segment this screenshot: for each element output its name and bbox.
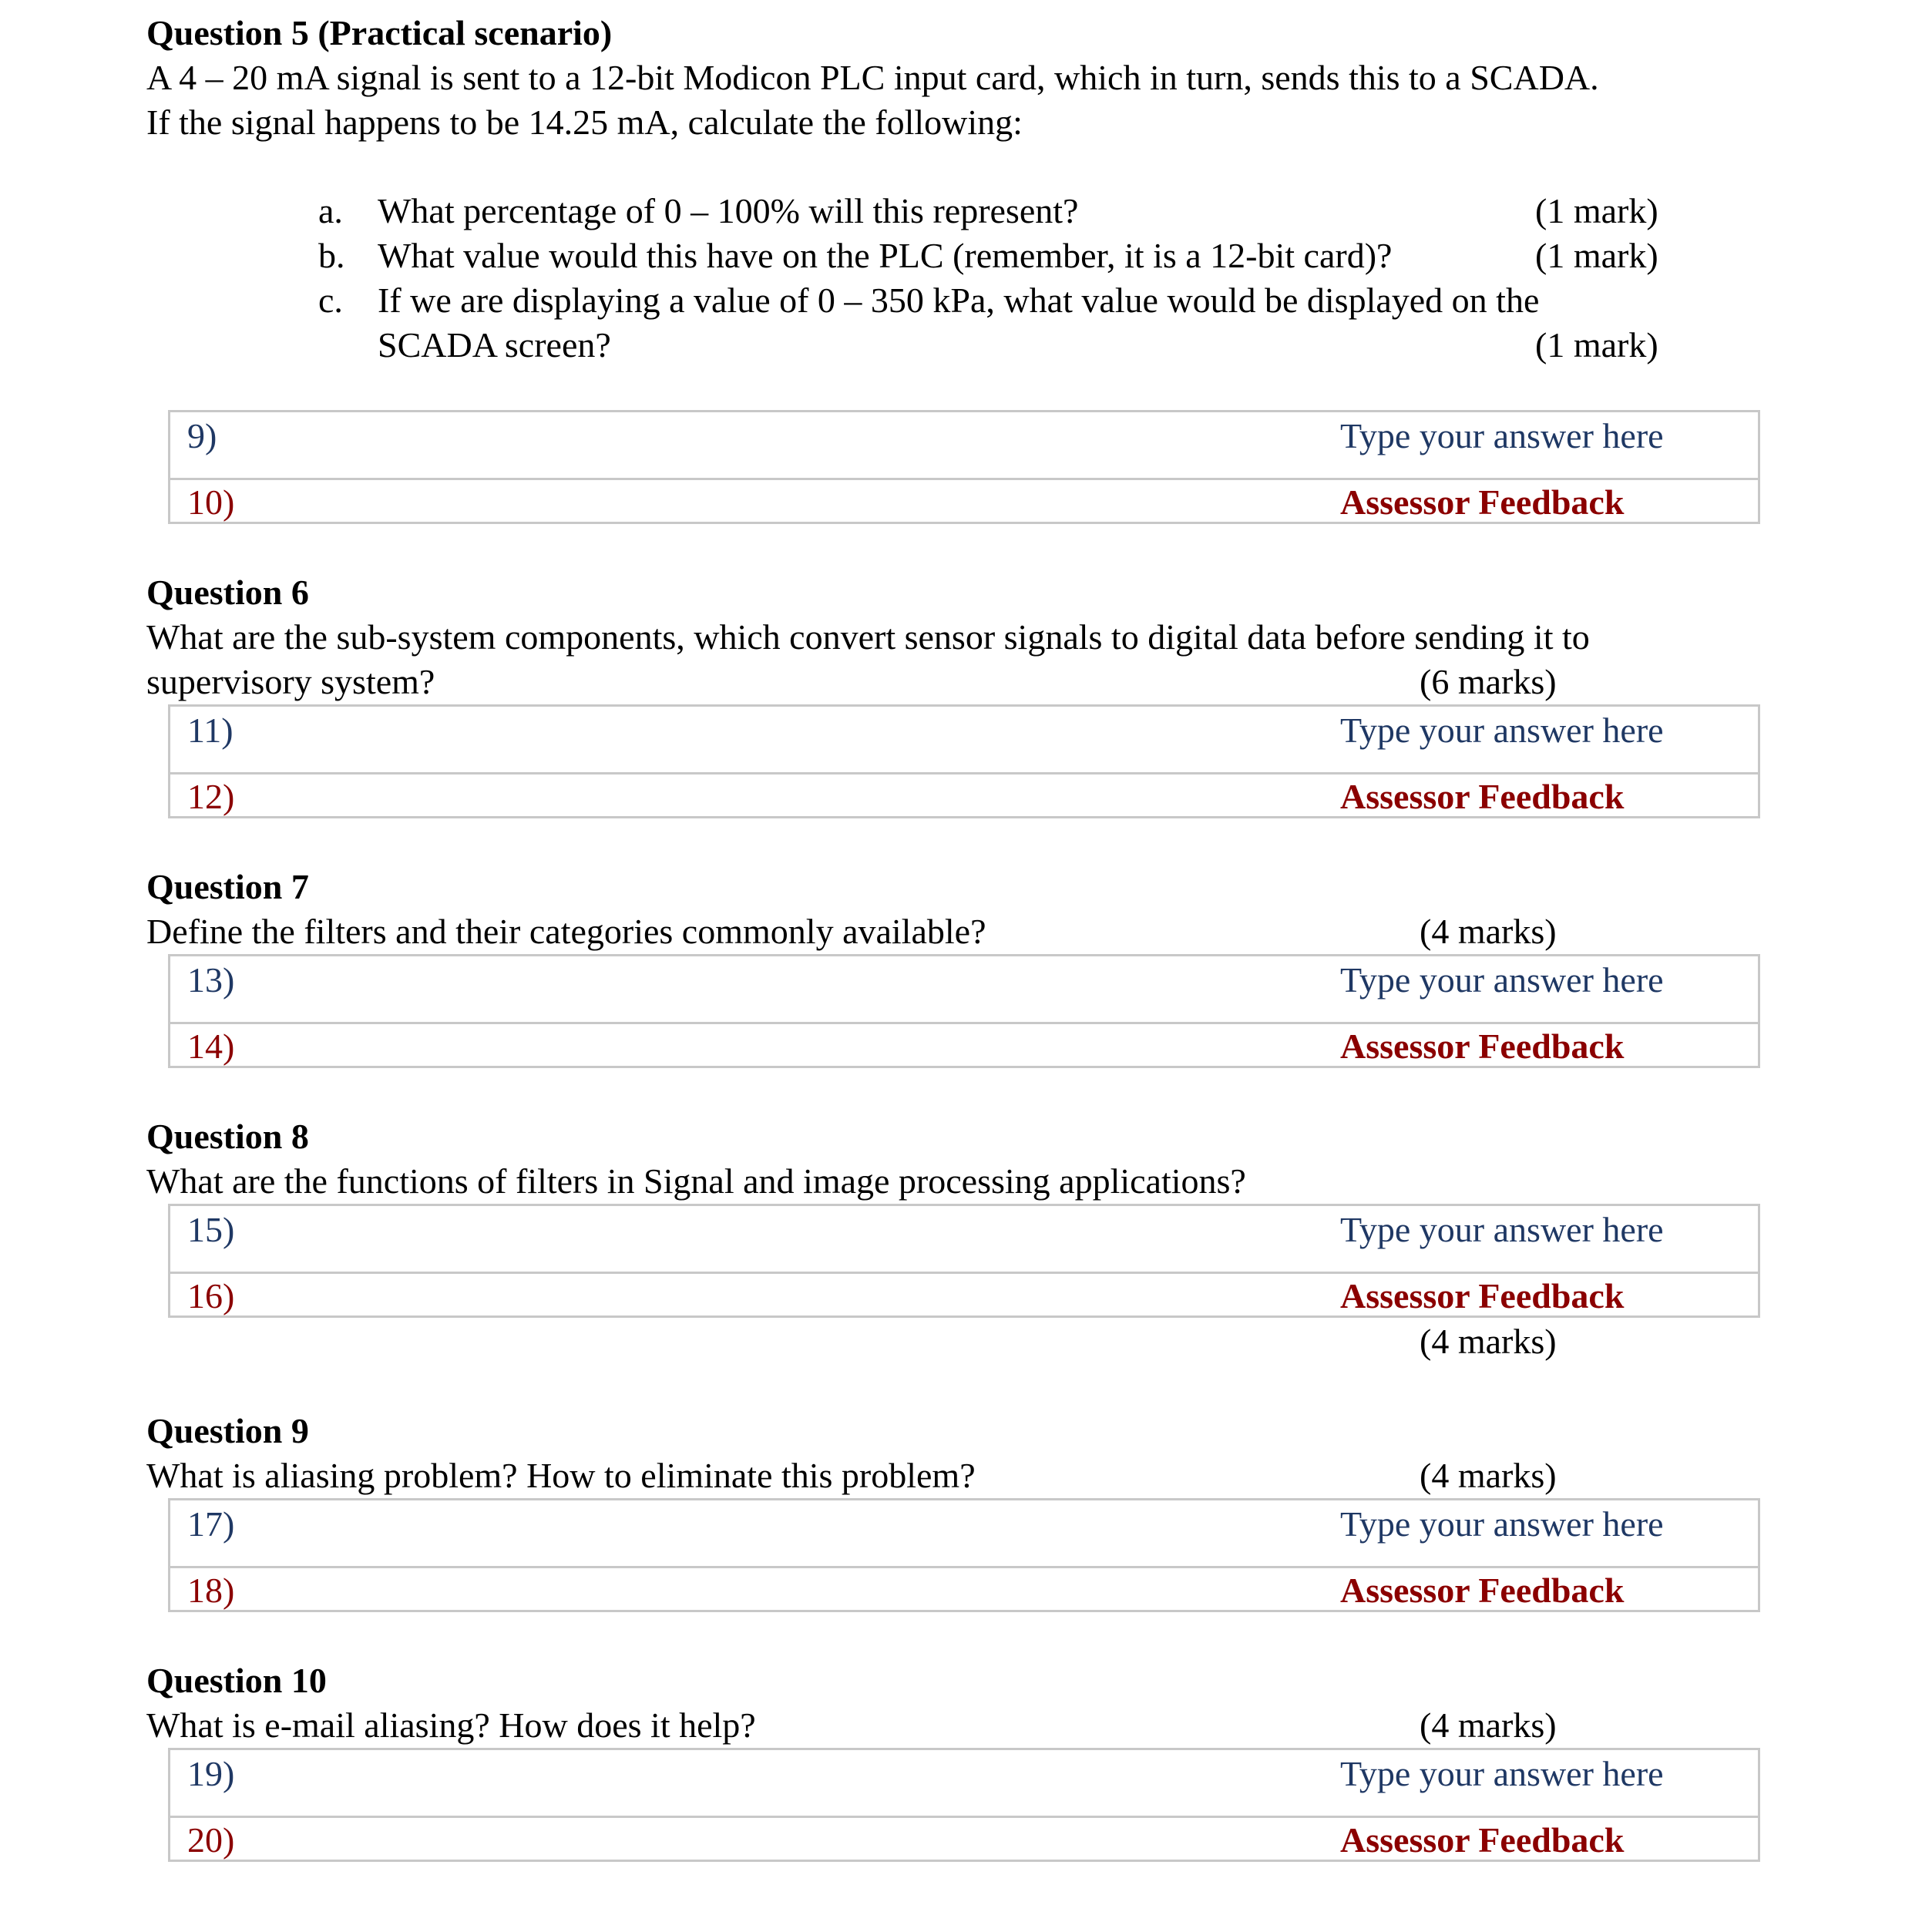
question-10-title: Question 10	[146, 1661, 327, 1700]
feedback-number: 18)	[187, 1571, 235, 1610]
answer-input[interactable]: Type your answer here	[1340, 416, 1664, 455]
question-8-title: Question 8	[146, 1117, 309, 1156]
sub-question-a-letter: a.	[318, 191, 343, 230]
answer-input[interactable]: Type your answer here	[1340, 711, 1664, 750]
answer-box-q6	[168, 704, 1760, 818]
assessor-feedback-field[interactable]: Assessor Feedback	[1340, 1820, 1625, 1860]
answer-box-q9	[168, 1498, 1760, 1612]
question-8-text: What are the functions of filters in Signal and image processing applications?	[146, 1161, 1246, 1201]
sub-question-b-text: What value would this have on the PLC (remember, it is a 12-bit card)?	[378, 236, 1393, 275]
question-9-title: Question 9	[146, 1411, 309, 1450]
assessor-feedback-field[interactable]: Assessor Feedback	[1340, 777, 1625, 816]
feedback-number: 16)	[187, 1276, 235, 1315]
question-5-title: Question 5 (Practical scenario)	[146, 13, 613, 52]
answer-input[interactable]: Type your answer here	[1340, 960, 1664, 1000]
question-6-title: Question 6	[146, 573, 309, 612]
answer-box-q7	[168, 954, 1760, 1068]
question-6-text-line-1: What are the sub-system components, which convert sensor signals to digital data before sending it to	[146, 617, 1590, 657]
answer-number: 19)	[187, 1754, 235, 1793]
answer-number: 15)	[187, 1210, 235, 1249]
sub-question-c-text: If we are displaying a value of 0 – 350 kPa, what value would be displayed on the	[378, 281, 1540, 320]
answer-box-q10	[168, 1748, 1760, 1862]
question-7-title: Question 7	[146, 867, 309, 906]
answer-input[interactable]: Type your answer here	[1340, 1754, 1664, 1793]
answer-number: 11)	[187, 711, 234, 750]
feedback-number: 20)	[187, 1820, 235, 1860]
sub-question-c-letter: c.	[318, 281, 343, 320]
question-9-text: What is aliasing problem? How to eliminate this problem?	[146, 1456, 976, 1495]
question-6-text-line-2: supervisory system?	[146, 662, 435, 701]
answer-number: 9)	[187, 416, 217, 455]
answer-number: 17)	[187, 1504, 235, 1544]
feedback-number: 14)	[187, 1026, 235, 1066]
question-5-text-line-2: If the signal happens to be 14.25 mA, calculate the following:	[146, 102, 1023, 142]
feedback-number: 12)	[187, 777, 235, 816]
question-7-text: Define the filters and their categories commonly available?	[146, 912, 986, 951]
sub-question-a-marks: (1 mark)	[1535, 191, 1658, 230]
answer-number: 13)	[187, 960, 235, 1000]
answer-input[interactable]: Type your answer here	[1340, 1210, 1664, 1249]
question-10-marks: (4 marks)	[1420, 1705, 1557, 1745]
assessor-feedback-field[interactable]: Assessor Feedback	[1340, 482, 1625, 522]
question-9-marks: (4 marks)	[1420, 1456, 1557, 1495]
assessor-feedback-field[interactable]: Assessor Feedback	[1340, 1026, 1625, 1066]
question-7-marks: (4 marks)	[1420, 912, 1557, 951]
assessor-feedback-field[interactable]: Assessor Feedback	[1340, 1571, 1625, 1610]
question-6-marks: (6 marks)	[1420, 662, 1557, 701]
answer-input[interactable]: Type your answer here	[1340, 1504, 1664, 1544]
sub-question-c-marks: (1 mark)	[1535, 325, 1658, 365]
question-5-text-line-1: A 4 – 20 mA signal is sent to a 12-bit Modicon PLC input card, which in turn, sends this to a SCADA.	[146, 58, 1599, 97]
question-8-marks: (4 marks)	[1420, 1322, 1557, 1361]
sub-question-a-text: What percentage of 0 – 100% will this represent?	[378, 191, 1079, 230]
answer-box-q5	[168, 410, 1760, 524]
sub-question-c-text-line-2: SCADA screen?	[378, 325, 611, 365]
question-10-text: What is e-mail aliasing? How does it help?	[146, 1705, 756, 1745]
sub-question-b-marks: (1 mark)	[1535, 236, 1658, 275]
assessor-feedback-field[interactable]: Assessor Feedback	[1340, 1276, 1625, 1315]
answer-box-q8	[168, 1204, 1760, 1318]
sub-question-b-letter: b.	[318, 236, 345, 275]
feedback-number: 10)	[187, 482, 235, 522]
